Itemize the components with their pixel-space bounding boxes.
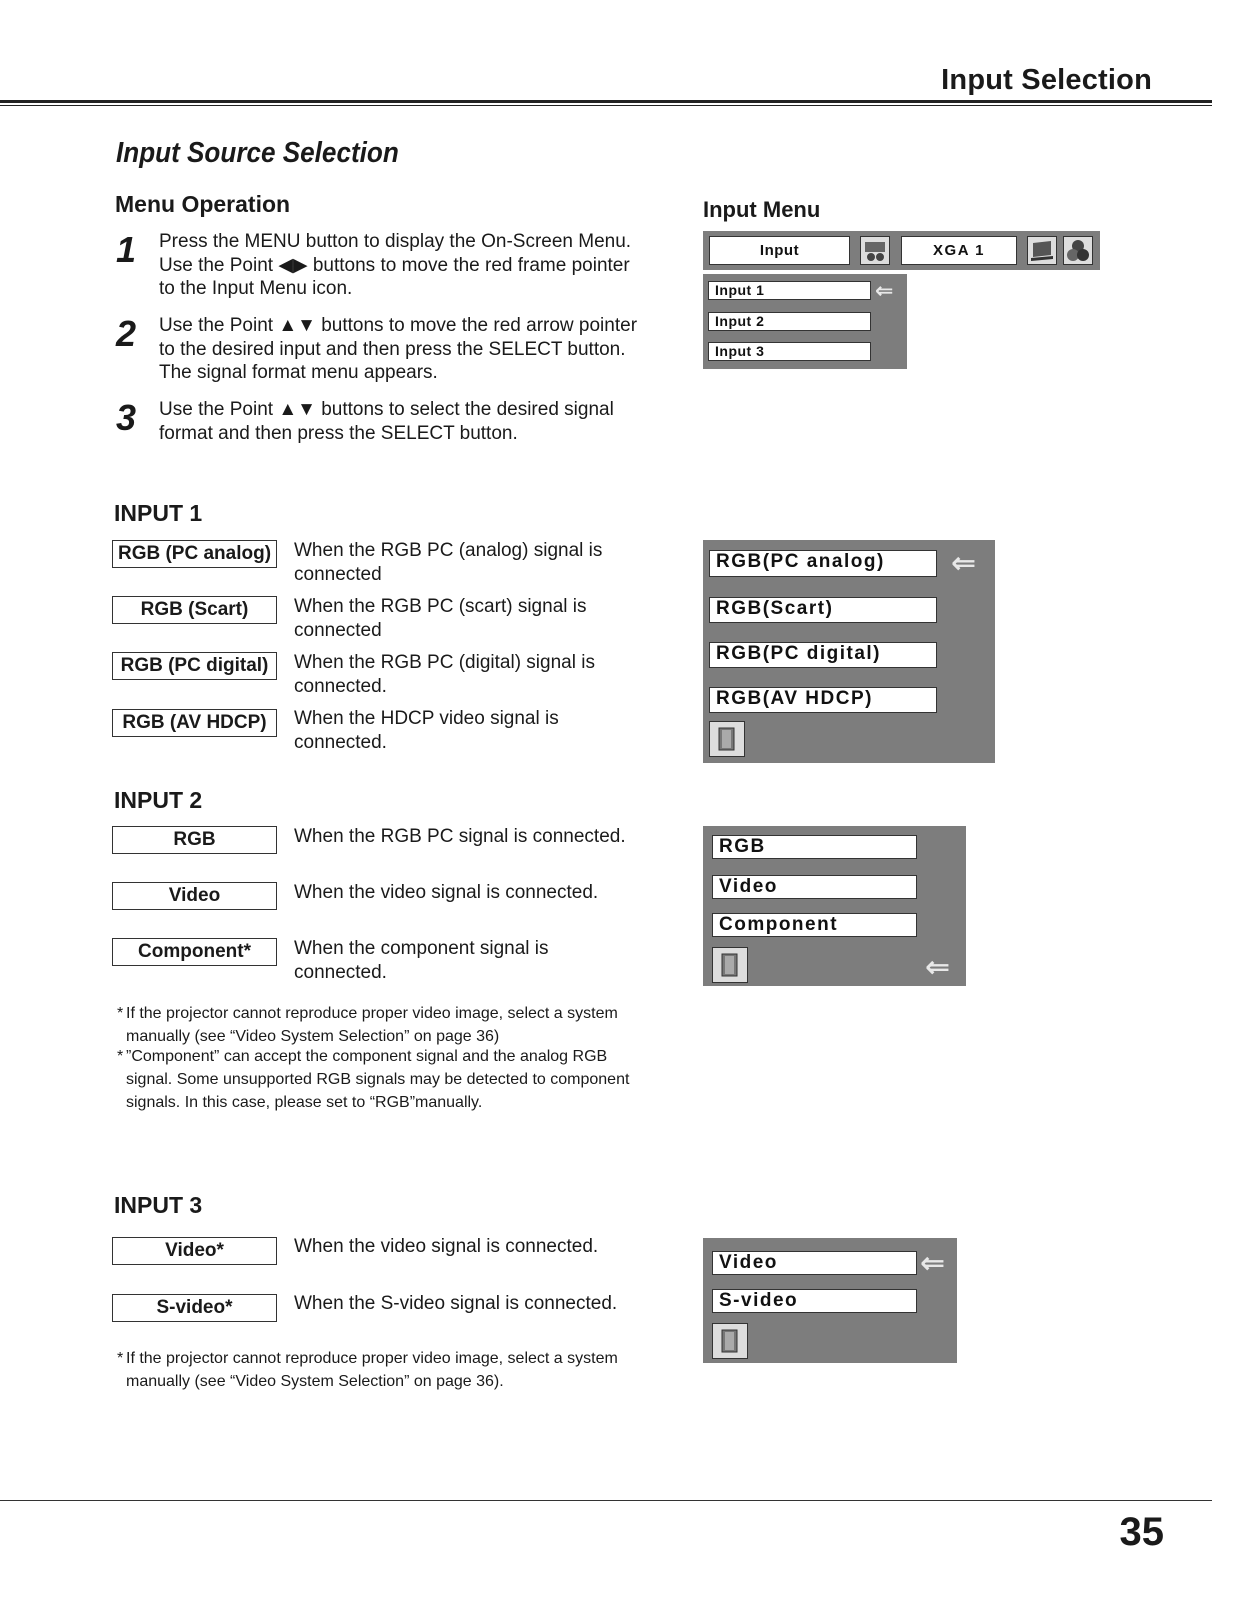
osd-signal-item[interactable]: RGB(PC digital): [709, 642, 937, 668]
footnote-marker: *: [117, 1005, 124, 1022]
osd-input-item[interactable]: Input 1: [708, 281, 871, 300]
footnote-text: ”Component” can accept the component signal and the analog RGB signal. Some unsupported RGB signals may be detected to component signals. In this case, please set to “RGB”manually.: [126, 1048, 630, 1111]
footnote-marker: *: [117, 1350, 124, 1367]
input3-heading: INPUT 3: [114, 1192, 203, 1218]
section-title: Input Source Selection: [116, 137, 399, 169]
header-rule: [0, 100, 1212, 106]
osd-input-item[interactable]: Input 2: [708, 312, 871, 331]
selection-arrow-icon: ⇐: [920, 1247, 946, 1280]
option-description: When the RGB PC (analog) signal is connected: [294, 540, 603, 585]
footnote-text: If the projector cannot reproduce proper video image, select a system manually (see “Video System Selection” on page 36).: [126, 1350, 618, 1390]
step-text: Press the MENU button to display the On-Screen Menu. Use the Point ◀▶ buttons to move the red frame pointer to the Input Menu icon.: [159, 231, 632, 299]
step-number: 3: [116, 397, 137, 438]
step-text: Use the Point ▲▼ buttons to move the red arrow pointer to the desired input and then press the SELECT button. The signal format menu appears.: [159, 315, 638, 383]
footnote: [117, 1045, 646, 1114]
osd-input2-menu: [703, 826, 966, 986]
exit-icon[interactable]: [709, 721, 745, 757]
option-description: When the component signal is connected.: [294, 938, 549, 983]
osd-menu-bar: [703, 231, 1100, 270]
color-icon: [1063, 236, 1093, 265]
exit-icon[interactable]: [712, 1323, 748, 1359]
page-number: 35: [1119, 1510, 1164, 1554]
option-description: When the video signal is connected.: [294, 882, 599, 903]
osd-input-list: [703, 274, 907, 369]
osd-signal-item[interactable]: RGB(Scart): [709, 597, 937, 623]
option-label: S-video*: [112, 1294, 277, 1322]
osd-input-label: Input: [709, 236, 850, 265]
option-description: When the RGB PC (scart) signal is connected: [294, 596, 587, 641]
option-description: When the video signal is connected.: [294, 1236, 599, 1257]
input2-heading: INPUT 2: [114, 787, 203, 813]
osd-signal-item[interactable]: Video: [712, 875, 917, 899]
option-label: RGB (PC digital): [112, 652, 277, 680]
exit-icon[interactable]: [712, 947, 748, 983]
option-label: RGB: [112, 826, 277, 854]
osd-signal-item[interactable]: Component: [712, 913, 917, 937]
input-menu-heading: Input Menu: [703, 197, 821, 222]
selection-arrow-icon: ⇐: [951, 547, 977, 580]
footnote: [117, 1347, 666, 1393]
footer-rule: [0, 1500, 1212, 1501]
menu-operation-heading: Menu Operation: [115, 191, 291, 217]
osd-input-item[interactable]: Input 3: [708, 342, 871, 361]
osd-xga-label: XGA 1: [901, 236, 1017, 265]
step-number: 2: [116, 313, 137, 354]
input1-heading: INPUT 1: [114, 500, 203, 526]
selection-arrow-icon: ⇐: [875, 278, 894, 303]
osd-signal-item[interactable]: RGB(PC analog): [709, 550, 937, 577]
step-text: Use the Point ▲▼ buttons to select the desired signal format and then press the SELECT button.: [159, 399, 614, 444]
osd-signal-item[interactable]: RGB: [712, 835, 917, 859]
page-header-title: Input Selection: [941, 64, 1152, 96]
option-label: RGB (AV HDCP): [112, 709, 277, 737]
input-icon: [860, 236, 890, 265]
option-label: RGB (PC analog): [112, 540, 277, 568]
option-description: When the RGB PC signal is connected.: [294, 826, 626, 847]
selection-arrow-icon: ⇐: [925, 951, 951, 984]
option-description: When the RGB PC (digital) signal is connected.: [294, 652, 595, 697]
osd-signal-item[interactable]: RGB(AV HDCP): [709, 687, 937, 713]
osd-input1-menu: [703, 540, 995, 763]
option-label: RGB (Scart): [112, 596, 277, 624]
option-label: Video: [112, 882, 277, 910]
option-label: Component*: [112, 938, 277, 966]
step-number: 1: [116, 229, 137, 270]
footnote-text: If the projector cannot reproduce proper video image, select a system manually (see “Video System Selection” on page 36): [126, 1005, 618, 1045]
option-label: Video*: [112, 1237, 277, 1265]
osd-signal-item[interactable]: S-video: [712, 1289, 917, 1313]
option-description: When the HDCP video signal is connected.: [294, 708, 559, 753]
computer-icon: [1027, 236, 1057, 265]
osd-signal-item[interactable]: Video: [712, 1251, 917, 1275]
footnote: [117, 1002, 666, 1048]
option-description: When the S-video signal is connected.: [294, 1293, 618, 1314]
footnote-marker: *: [117, 1048, 124, 1065]
osd-input3-menu: [703, 1238, 957, 1363]
